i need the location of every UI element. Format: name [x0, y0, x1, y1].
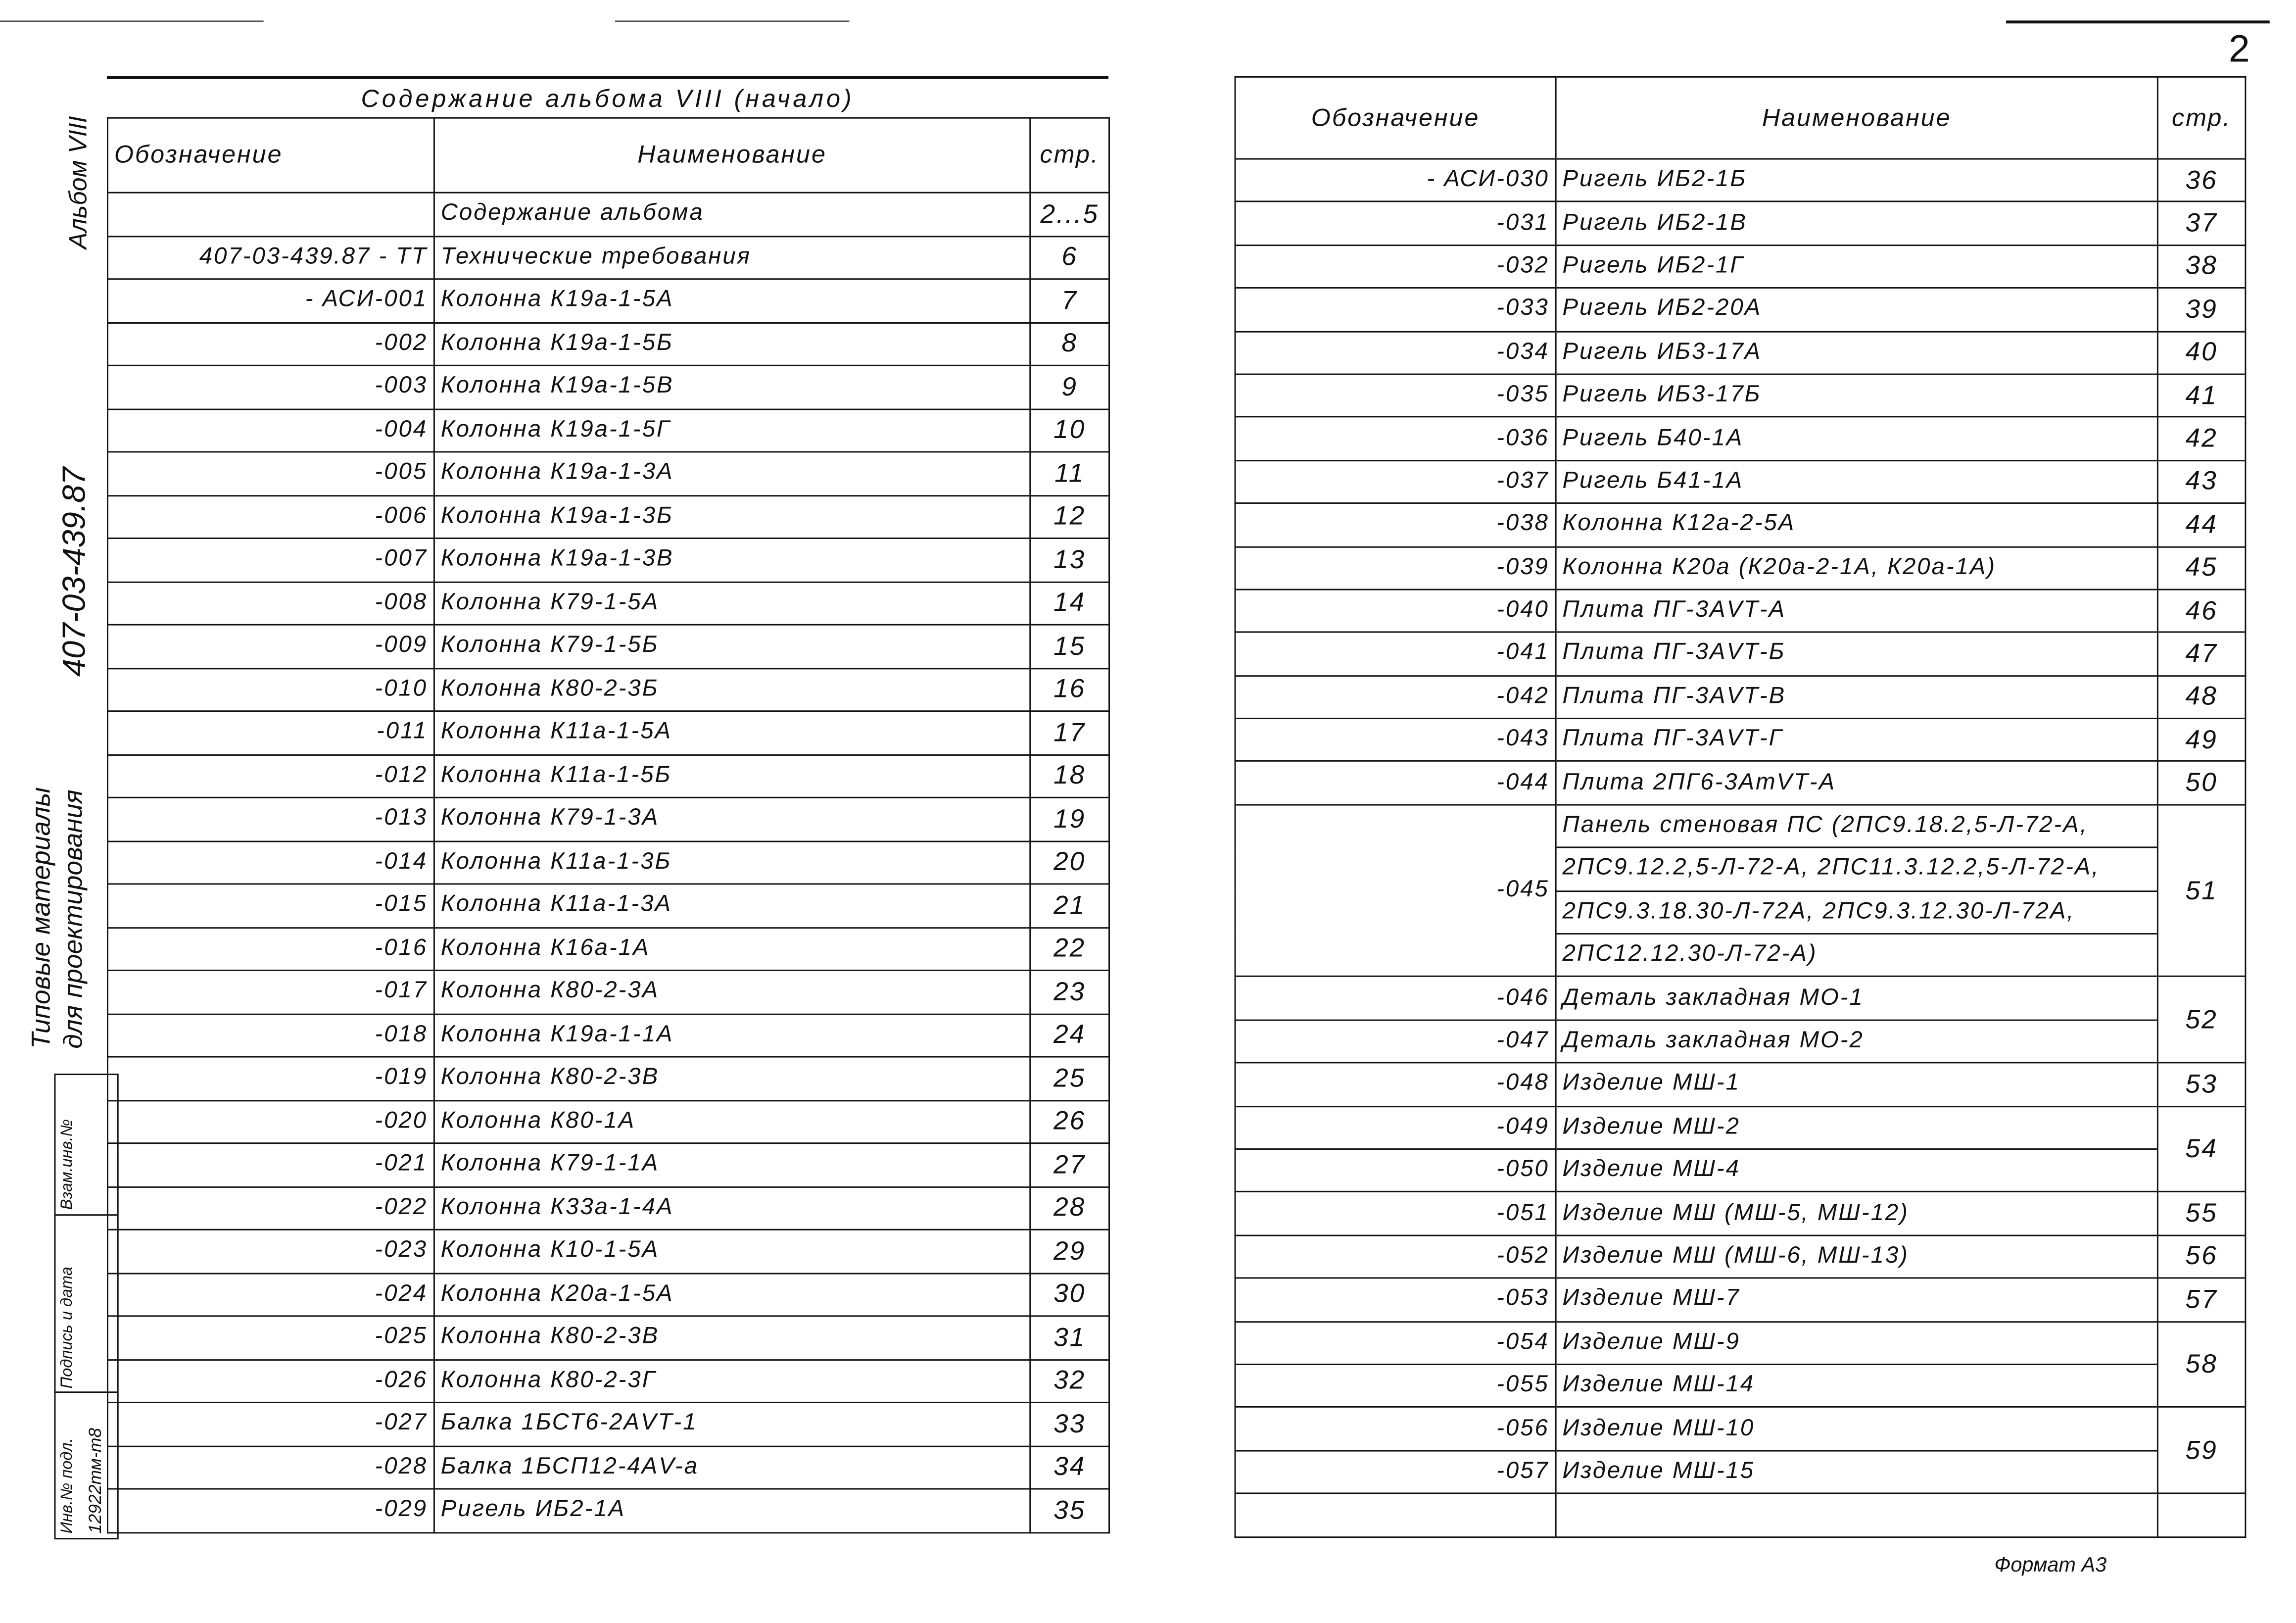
table-row	[108, 1186, 1109, 1230]
row-code: -055	[1235, 1364, 1556, 1407]
row-page: 19	[1030, 797, 1109, 840]
table-row	[108, 884, 1109, 927]
row-code: -003	[108, 365, 434, 408]
row-name: Колонна К11а-1-5А	[434, 711, 1030, 754]
header-page: стр.	[1030, 118, 1109, 193]
row-code: -012	[108, 754, 434, 797]
row-code: -028	[108, 1446, 434, 1489]
row-page: 47	[2157, 633, 2246, 676]
row-page: 25	[1030, 1057, 1109, 1100]
table-row	[108, 193, 1109, 236]
row-name: Колонна К80-1А	[434, 1100, 1030, 1143]
row-name: Изделие МШ-2	[1556, 1106, 2157, 1149]
row-name: Колонна К19а-1-5В	[434, 365, 1030, 408]
row-code: -024	[108, 1273, 434, 1316]
row-name: Колонна К19а-1-3В	[434, 539, 1030, 582]
row-name: Колонна К19а-1-5Г	[434, 409, 1030, 452]
table-row	[108, 927, 1109, 970]
table-row	[108, 1402, 1109, 1445]
row-page: 38	[2157, 245, 2246, 288]
table-row	[1235, 1063, 2246, 1106]
row-name: Содержание альбома	[434, 193, 1030, 236]
table-row	[1235, 1321, 2246, 1364]
row-page: 53	[2157, 1063, 2246, 1106]
row-code: -039	[1235, 546, 1556, 590]
row-code: -035	[1235, 374, 1556, 417]
header-code: Обозначение	[1235, 77, 1556, 159]
row-name: Колонна К33а-1-4А	[434, 1186, 1030, 1230]
margin-code: 407-03-439.87	[55, 467, 93, 677]
row-code: -049	[1235, 1106, 1556, 1149]
row-name: Ригель ИБ2-1А	[434, 1489, 1030, 1532]
row-name: Колонна К80-2-3А	[434, 970, 1030, 1013]
row-name: Колонна К80-2-3Б	[434, 668, 1030, 711]
row-name: Колонна К79-1-5А	[434, 582, 1030, 625]
row-name: 2ПС9.12.2,5-Л-72-А, 2ПС11.3.12.2,5-Л-72-А,	[1556, 848, 2157, 891]
stamp-inv-podl: Инв.№ подл.	[58, 1438, 76, 1534]
row-code: -046	[1235, 977, 1556, 1020]
row-page: 29	[1030, 1230, 1109, 1273]
row-code: -057	[1235, 1450, 1556, 1493]
stamp-sign-date: Подпись и дата	[58, 1267, 76, 1389]
row-name: Колонна К19а-1-5Б	[434, 322, 1030, 365]
table-row	[1235, 633, 2246, 676]
row-page: 23	[1030, 970, 1109, 1013]
table-row	[1235, 977, 2246, 1020]
row-page: 30	[1030, 1273, 1109, 1316]
row-name: Колонна К11а-1-3Б	[434, 841, 1030, 884]
row-name: Плита 2ПГ6-3АтVТ-А	[1556, 762, 2157, 805]
header-name: Наименование	[434, 118, 1030, 193]
row-page: 40	[2157, 331, 2246, 374]
row-code: -041	[1235, 633, 1556, 676]
stamp-vzam-inv: Взам.инв.№	[58, 1119, 76, 1210]
row-name: Ригель ИБ2-20А	[1556, 288, 2157, 331]
row-page: 16	[1030, 668, 1109, 711]
row-page: 39	[2157, 288, 2246, 331]
table-row	[108, 1489, 1109, 1532]
row-page: 28	[1030, 1186, 1109, 1230]
row-code: -038	[1235, 503, 1556, 546]
row-name: Ригель ИБ3-17Б	[1556, 374, 2157, 417]
row-name: Изделие МШ-10	[1556, 1407, 2157, 1450]
row-name: Колонна К19а-1-3А	[434, 452, 1030, 495]
row-page: 10	[1030, 409, 1109, 452]
row-page: 55	[2157, 1192, 2246, 1235]
row-page: 24	[1030, 1014, 1109, 1057]
row-name: Изделие МШ (МШ-6, МШ-13)	[1556, 1235, 2157, 1278]
row-name: Колонна К79-1-1А	[434, 1143, 1030, 1186]
table-row	[1235, 590, 2246, 633]
table-row	[108, 279, 1109, 322]
header-code: Обозначение	[108, 118, 434, 193]
table-row	[108, 841, 1109, 884]
row-page: 59	[2157, 1407, 2246, 1493]
row-page: 8	[1030, 322, 1109, 365]
row-code: -054	[1235, 1321, 1556, 1364]
table-row	[108, 365, 1109, 408]
row-code: -027	[108, 1402, 434, 1445]
row-name: Колонна К19а-1-3Б	[434, 495, 1030, 538]
row-code: -011	[108, 711, 434, 754]
stamp-inv-number: 12922тм-т8	[85, 1427, 106, 1534]
row-name: Колонна К79-1-5Б	[434, 625, 1030, 668]
row-code: - АСИ-030	[1235, 159, 1556, 202]
right-header-row	[1235, 77, 2246, 159]
format-label: Формат А3	[1994, 1552, 2107, 1576]
row-code: -022	[108, 1186, 434, 1230]
row-name: Колонна К80-2-3В	[434, 1057, 1030, 1100]
row-page: 6	[1030, 236, 1109, 279]
row-name: Изделие МШ-15	[1556, 1450, 2157, 1493]
row-page: 13	[1030, 539, 1109, 582]
page-number: 2	[2228, 26, 2250, 71]
row-name: Ригель ИБ2-1Г	[1556, 245, 2157, 288]
table-row	[1235, 1149, 2246, 1192]
row-name	[1556, 1493, 2157, 1536]
right-contents-table	[1235, 76, 2247, 1537]
row-code: -052	[1235, 1235, 1556, 1278]
row-name: Колонна К10-1-5А	[434, 1230, 1030, 1273]
table-row	[108, 322, 1109, 365]
row-name: Колонна К16а-1А	[434, 927, 1030, 970]
row-code: -048	[1235, 1063, 1556, 1106]
row-name: Ригель ИБ2-1Б	[1556, 159, 2157, 202]
table-row	[1235, 159, 2246, 202]
row-name: Ригель Б41-1А	[1556, 460, 2157, 503]
row-page: 22	[1030, 927, 1109, 970]
row-code: -040	[1235, 590, 1556, 633]
table-row	[108, 1273, 1109, 1316]
table-row	[108, 797, 1109, 840]
row-code: -013	[108, 797, 434, 840]
row-name: Колонна К19а-1-5А	[434, 279, 1030, 322]
table-row	[1235, 503, 2246, 546]
table-row	[108, 625, 1109, 668]
row-page: 43	[2157, 460, 2246, 503]
table-row	[1235, 245, 2246, 288]
margin-series-2: для проектирования	[58, 789, 88, 1049]
table-row	[1235, 202, 2246, 245]
table-row	[108, 970, 1109, 1013]
table-row	[1235, 1106, 2246, 1149]
row-name: Деталь закладная МО-2	[1556, 1020, 2157, 1063]
scan-edge-line	[0, 20, 264, 22]
row-code: -016	[108, 927, 434, 970]
row-page: 20	[1030, 841, 1109, 884]
row-page: 56	[2157, 1235, 2246, 1278]
row-page: 36	[2157, 159, 2246, 202]
row-page: 52	[2157, 977, 2246, 1063]
row-code: -036	[1235, 417, 1556, 460]
row-name: Панель стеновая ПС (2ПС9.18.2,5-Л-72-А,	[1556, 805, 2157, 848]
table-row	[108, 668, 1109, 711]
row-name: Ригель ИБ2-1В	[1556, 202, 2157, 245]
row-page: 15	[1030, 625, 1109, 668]
row-code: -031	[1235, 202, 1556, 245]
row-name: Колонна К79-1-3А	[434, 797, 1030, 840]
row-code: -025	[108, 1316, 434, 1359]
row-name: Изделие МШ-14	[1556, 1364, 2157, 1407]
table-row	[108, 1230, 1109, 1273]
margin-album: Альбом VIII	[64, 116, 93, 249]
row-code: -005	[108, 452, 434, 495]
table-row	[1235, 374, 2246, 417]
table-row	[108, 711, 1109, 754]
row-code: -033	[1235, 288, 1556, 331]
table-row	[108, 1359, 1109, 1402]
row-name: Плита ПГ-3АVТ-Б	[1556, 633, 2157, 676]
row-code: -023	[108, 1230, 434, 1273]
table-row	[1235, 1407, 2246, 1450]
row-page: 44	[2157, 503, 2246, 546]
header-page: стр.	[2157, 77, 2246, 159]
row-page: 42	[2157, 417, 2246, 460]
row-code: -015	[108, 884, 434, 927]
row-page: 14	[1030, 582, 1109, 625]
table-row	[1235, 762, 2246, 805]
row-name: Колонна К80-2-3Г	[434, 1359, 1030, 1402]
row-code: -019	[108, 1057, 434, 1100]
row-code: -008	[108, 582, 434, 625]
row-name: Изделие МШ (МШ-5, МШ-12)	[1556, 1192, 2157, 1235]
row-code: -043	[1235, 719, 1556, 762]
row-page: 48	[2157, 676, 2246, 719]
table-row	[108, 1143, 1109, 1186]
row-name: Плита ПГ-3АVТ-А	[1556, 590, 2157, 633]
row-name: 2ПС12.12.30-Л-72-А)	[1556, 934, 2157, 977]
row-code: -056	[1235, 1407, 1556, 1450]
row-page: 34	[1030, 1446, 1109, 1489]
row-name: Изделие МШ-7	[1556, 1278, 2157, 1321]
row-code: -045	[1235, 805, 1556, 977]
row-page: 31	[1030, 1316, 1109, 1359]
table-row	[1235, 546, 2246, 590]
row-code: -009	[108, 625, 434, 668]
table-row	[108, 1316, 1109, 1359]
row-code: -042	[1235, 676, 1556, 719]
row-name: Технические требования	[434, 236, 1030, 279]
row-code	[1235, 1493, 1556, 1536]
row-page: 18	[1030, 754, 1109, 797]
row-name: Изделие МШ-9	[1556, 1321, 2157, 1364]
row-page: 51	[2157, 805, 2246, 977]
row-name: Колонна К19а-1-1А	[434, 1014, 1030, 1057]
row-code: -006	[108, 495, 434, 538]
row-name: 2ПС9.3.18.30-Л-72А, 2ПС9.3.12.30-Л-72А,	[1556, 891, 2157, 934]
left-header-row	[108, 118, 1109, 193]
table-row	[108, 1446, 1109, 1489]
row-code: -004	[108, 409, 434, 452]
row-name: Деталь закладная МО-1	[1556, 977, 2157, 1020]
row-code: -026	[108, 1359, 434, 1402]
table-row	[1235, 676, 2246, 719]
row-code: -020	[108, 1100, 434, 1143]
row-page: 2...5	[1030, 193, 1109, 236]
table-row	[108, 754, 1109, 797]
row-page: 32	[1030, 1359, 1109, 1402]
table-row	[1235, 1235, 2246, 1278]
table-row	[108, 1100, 1109, 1143]
row-code: -034	[1235, 331, 1556, 374]
row-code: -051	[1235, 1192, 1556, 1235]
row-page: 21	[1030, 884, 1109, 927]
row-page: 58	[2157, 1321, 2246, 1407]
table-row	[108, 495, 1109, 538]
row-page: 54	[2157, 1106, 2246, 1192]
table-row	[108, 409, 1109, 452]
scan-edge-line	[615, 20, 849, 22]
row-code: -047	[1235, 1020, 1556, 1063]
row-code: 407-03-439.87 - ТТ	[108, 236, 434, 279]
row-code: -029	[108, 1489, 434, 1532]
table-row	[1235, 1450, 2246, 1493]
row-page: 41	[2157, 374, 2246, 417]
margin-series-1: Типовые материалы	[26, 787, 56, 1049]
row-code: -037	[1235, 460, 1556, 503]
table-row	[108, 582, 1109, 625]
row-name: Колонна К12а-2-5А	[1556, 503, 2157, 546]
left-table-title: Содержание альбома VIII (начало)	[107, 76, 1108, 120]
row-page: 9	[1030, 365, 1109, 408]
row-name: Колонна К80-2-3В	[434, 1316, 1030, 1359]
table-row	[108, 452, 1109, 495]
header-name: Наименование	[1556, 77, 2157, 159]
row-name: Ригель Б40-1А	[1556, 417, 2157, 460]
row-code: -014	[108, 841, 434, 884]
row-code	[108, 193, 434, 236]
row-page: 49	[2157, 719, 2246, 762]
table-row	[1235, 1020, 2246, 1063]
row-name: Плита ПГ-3АVТ-В	[1556, 676, 2157, 719]
row-name: Изделие МШ-1	[1556, 1063, 2157, 1106]
row-page: 57	[2157, 1278, 2246, 1321]
table-row	[1235, 805, 2246, 848]
table-row	[1235, 1192, 2246, 1235]
table-row	[108, 236, 1109, 279]
row-code: - АСИ-001	[108, 279, 434, 322]
row-page: 17	[1030, 711, 1109, 754]
row-code: -007	[108, 539, 434, 582]
table-row	[108, 1057, 1109, 1100]
row-page: 45	[2157, 546, 2246, 590]
row-name: Изделие МШ-4	[1556, 1149, 2157, 1192]
row-name: Колонна К20а-1-5А	[434, 1273, 1030, 1316]
row-code: -050	[1235, 1149, 1556, 1192]
row-page: 27	[1030, 1143, 1109, 1186]
row-code: -053	[1235, 1278, 1556, 1321]
row-page: 50	[2157, 762, 2246, 805]
row-page	[2157, 1493, 2246, 1536]
row-code: -021	[108, 1143, 434, 1186]
row-code: -017	[108, 970, 434, 1013]
row-code: -018	[108, 1014, 434, 1057]
table-row	[1235, 1278, 2246, 1321]
table-row	[108, 1014, 1109, 1057]
row-code: -010	[108, 668, 434, 711]
table-row	[108, 539, 1109, 582]
table-row	[1235, 719, 2246, 762]
row-name: Балка 1БСП12-4АV-а	[434, 1446, 1030, 1489]
table-row	[1235, 1364, 2246, 1407]
row-page: 33	[1030, 1402, 1109, 1445]
row-page: 11	[1030, 452, 1109, 495]
row-name: Ригель ИБ3-17А	[1556, 331, 2157, 374]
row-name: Колонна К11а-1-5Б	[434, 754, 1030, 797]
row-name: Колонна К20а (К20а-2-1А, К20а-1А)	[1556, 546, 2157, 590]
row-name: Плита ПГ-3АVТ-Г	[1556, 719, 2157, 762]
table-row	[1235, 288, 2246, 331]
table-row	[1235, 331, 2246, 374]
row-page: 26	[1030, 1100, 1109, 1143]
row-page: 12	[1030, 495, 1109, 538]
row-name: Колонна К11а-1-3А	[434, 884, 1030, 927]
row-name: Балка 1БСТ6-2АVТ-1	[434, 1402, 1030, 1445]
row-page: 35	[1030, 1489, 1109, 1532]
table-row	[1235, 417, 2246, 460]
left-contents-table	[107, 117, 1110, 1533]
table-row	[1235, 1493, 2246, 1536]
row-page: 7	[1030, 279, 1109, 322]
row-page: 37	[2157, 202, 2246, 245]
scan-edge-line	[2006, 20, 2270, 23]
row-page: 46	[2157, 590, 2246, 633]
row-code: -002	[108, 322, 434, 365]
row-code: -032	[1235, 245, 1556, 288]
row-code: -044	[1235, 762, 1556, 805]
table-row	[1235, 460, 2246, 503]
